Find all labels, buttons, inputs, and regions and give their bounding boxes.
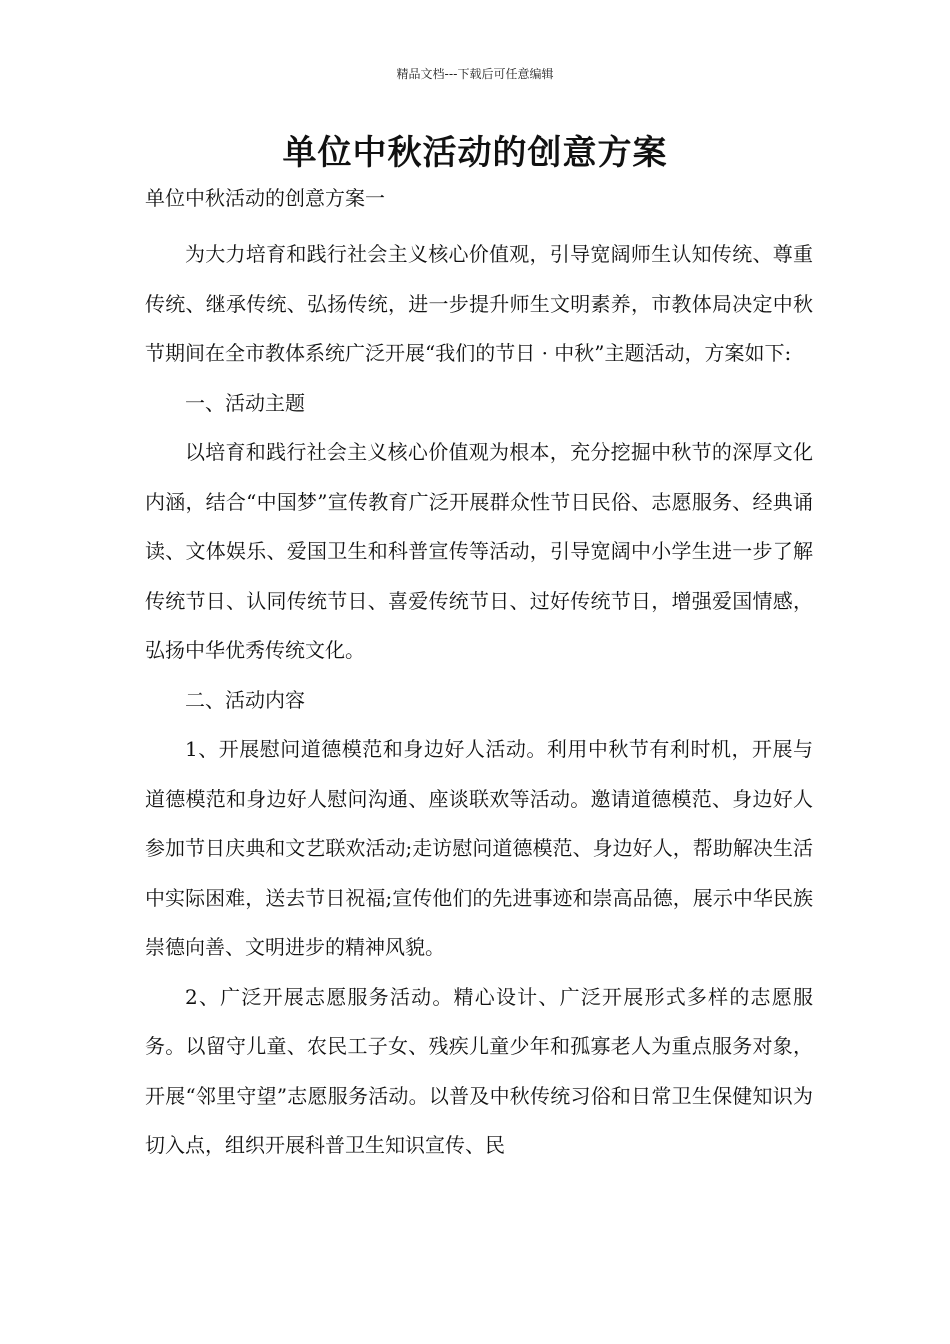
paragraph-item-1: 1、开展慰问道德模范和身边好人活动。利用中秋节有利时机，开展与道德模范和身边好人慰问沟通、座谈联欢等活动。邀请道德模范、身边好人参加节日庆典和文艺联欢活动;走访慰问道德模范、身边好人，帮助解决生活中实际困难，送去节日祝福;宣传他们的先进事迹和崇高品德，展示中华民族崇德向善、文明进步的精神风貌。 (145, 737, 813, 959)
document-subtitle: 单位中秋活动的创意方案一 (145, 186, 385, 210)
header-note: 精品文档---下载后可任意编辑 (396, 67, 554, 81)
section-heading-theme: 一、活动主题 (185, 390, 305, 415)
document-title: 单位中秋活动的创意方案 (282, 133, 668, 173)
paragraph-item-2: 2、广泛开展志愿服务活动。精心设计、广泛开展形式多样的志愿服务。以留守儿童、农民工子女、残疾儿童少年和孤寡老人为重点服务对象，开展“邻里守望”志愿服务活动。以普及中秋传统习俗和日常卫生保健知识为切入点，组织开展科普卫生知识宣传、民 (145, 984, 813, 1157)
paragraph-theme: 以培育和践行社会主义核心价值观为根本，充分挖掘中秋节的深厚文化内涵，结合“中国梦”宣传教育广泛开展群众性节日民俗、志愿服务、经典诵读、文体娱乐、爱国卫生和科普宣传等活动，引导宽阔中小学生进一步了解传统节日、认同传统节日、喜爱传统节日、过好传统节日，增强爱国情感，弘扬中华优秀传统文化。 (145, 440, 813, 662)
paragraph-intro: 为大力培育和践行社会主义核心价值观，引导宽阔师生认知传统、尊重传统、继承传统、弘扬传统，进一步提升师生文明素养，市教体局决定中秋节期间在全市教体系统广泛开展“我们的节日 · 中秋”主题活动，方案如下: (145, 242, 813, 365)
section-heading-content: 二、活动内容 (185, 687, 305, 712)
document-body (145, 230, 813, 1171)
